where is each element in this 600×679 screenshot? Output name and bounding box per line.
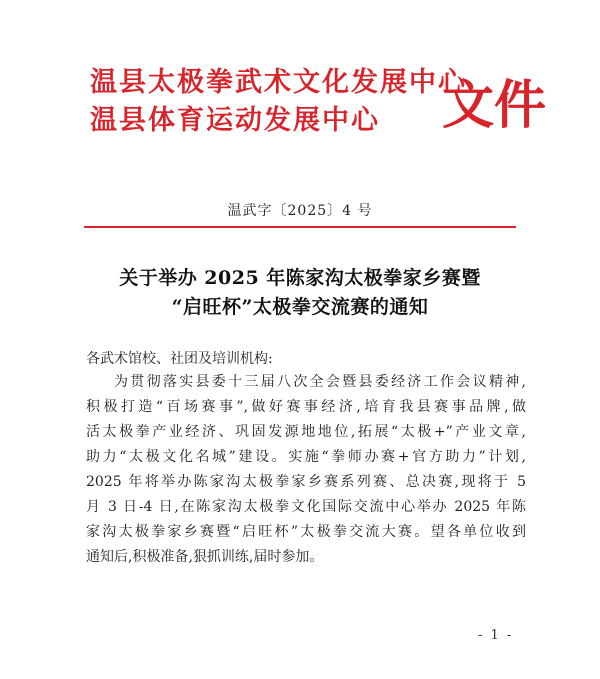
page-number: - 1 - xyxy=(478,628,514,643)
body-line: 为贯彻落实县委十三届八次全会暨县委经济工作会议精神, xyxy=(114,374,526,390)
body-line: 月 3 日-4 日,在陈家沟太极拳文化国际交流中心举办 2025 年陈 xyxy=(86,499,526,515)
document-word: 文件 xyxy=(442,76,547,136)
body-line: 积极打造“百场赛事”,做好赛事经济,培育我县赛事品牌,做 xyxy=(86,399,526,415)
red-letterhead xyxy=(70,58,547,148)
document-number: 温武字〔2025〕4 号 xyxy=(227,203,373,219)
notice-title-line-1: 关于举办 2025 年陈家沟太极拳家乡赛暨 xyxy=(119,267,481,289)
body-line: 2025 年将举办陈家沟太极拳家乡赛系列赛、总决赛,现将于 5 xyxy=(86,474,526,490)
body-line: 助力“太极文化名城”建设。实施“拳师办赛+官方助力”计划, xyxy=(86,449,526,465)
body-line: 活太极拳产业经济、巩固发源地地位,拓展“太极+”产业文章, xyxy=(86,424,526,440)
body-line: 家沟太极拳家乡赛暨“启旺杯”太极拳交流大赛。望各单位收到 xyxy=(86,524,526,540)
issuing-org-2: 温县体育运动发展中心 xyxy=(90,105,380,136)
body-line: 通知后,积极准备,狠抓训练,届时参加。 xyxy=(86,549,324,565)
red-separator-line xyxy=(84,226,516,228)
issuing-org-1: 温县太极拳武术文化发展中心 xyxy=(90,67,467,98)
salutation: 各武术馆校、社团及培训机构: xyxy=(86,351,273,367)
notice-title-line-2: “启旺杯”太极拳交流赛的通知 xyxy=(171,296,429,318)
